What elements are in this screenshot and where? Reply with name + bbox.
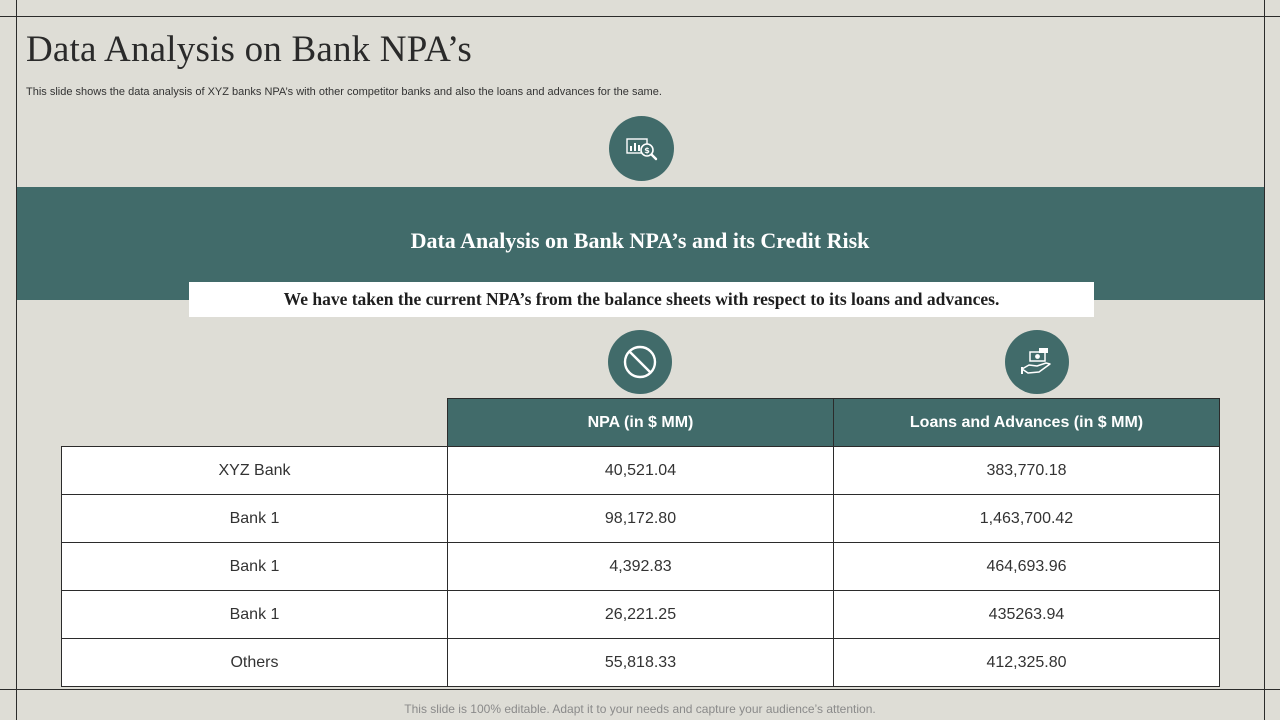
frame-left-line [16,0,17,720]
table-cell-bank: Bank 1 [62,495,448,543]
table-row [62,639,1220,687]
frame-bottom-line [0,689,1280,690]
table-cell-loans: 435263.94 [834,591,1220,639]
table-row [62,447,1220,495]
page-subtitle: This slide shows the data analysis of XYZ banks NPA’s with other competitor banks and also the loans and advances for the same. [26,86,662,98]
table-row [62,591,1220,639]
analytics-dollar-search-icon [625,135,659,163]
svg-text:$: $ [643,145,650,155]
table-cell-npa: 98,172.80 [448,495,834,543]
table-row [62,495,1220,543]
table-header-loans: Loans and Advances (in $ MM) [834,399,1220,447]
hand-money-icon [1019,345,1055,379]
table-cell-bank: Others [62,639,448,687]
table-cell-npa: 55,818.33 [448,639,834,687]
table-cell-npa: 26,221.25 [448,591,834,639]
table-cell-loans: 383,770.18 [834,447,1220,495]
table-header-npa: NPA (in $ MM) [448,399,834,447]
npa-icon-circle [608,330,672,394]
footer-note: This slide is 100% editable. Adapt it to your needs and capture your audience’s attention. [404,702,876,716]
analytics-icon-circle [609,116,674,181]
banner-note: We have taken the current NPA’s from the balance sheets with respect to its loans and advances. [189,282,1094,317]
table-cell-loans: 464,693.96 [834,543,1220,591]
npa-table [61,398,1220,687]
table-cell-bank: XYZ Bank [62,447,448,495]
banner-title: Data Analysis on Bank NPA’s and its Credit Risk [410,228,870,253]
frame-right-line [1264,0,1265,720]
table-cell-npa: 40,521.04 [448,447,834,495]
table-cell-bank: Bank 1 [62,543,448,591]
frame-top-line [0,16,1280,17]
table-cell-npa: 4,392.83 [448,543,834,591]
table-cell-loans: 412,325.80 [834,639,1220,687]
table-cell-loans: 1,463,700.42 [834,495,1220,543]
table-header-row [62,399,1220,447]
table-header-blank [62,399,448,447]
page-title: Data Analysis on Bank NPA’s [26,29,473,70]
table-row [62,543,1220,591]
loans-icon-circle [1005,330,1069,394]
prohibited-icon [622,344,658,380]
table-cell-bank: Bank 1 [62,591,448,639]
